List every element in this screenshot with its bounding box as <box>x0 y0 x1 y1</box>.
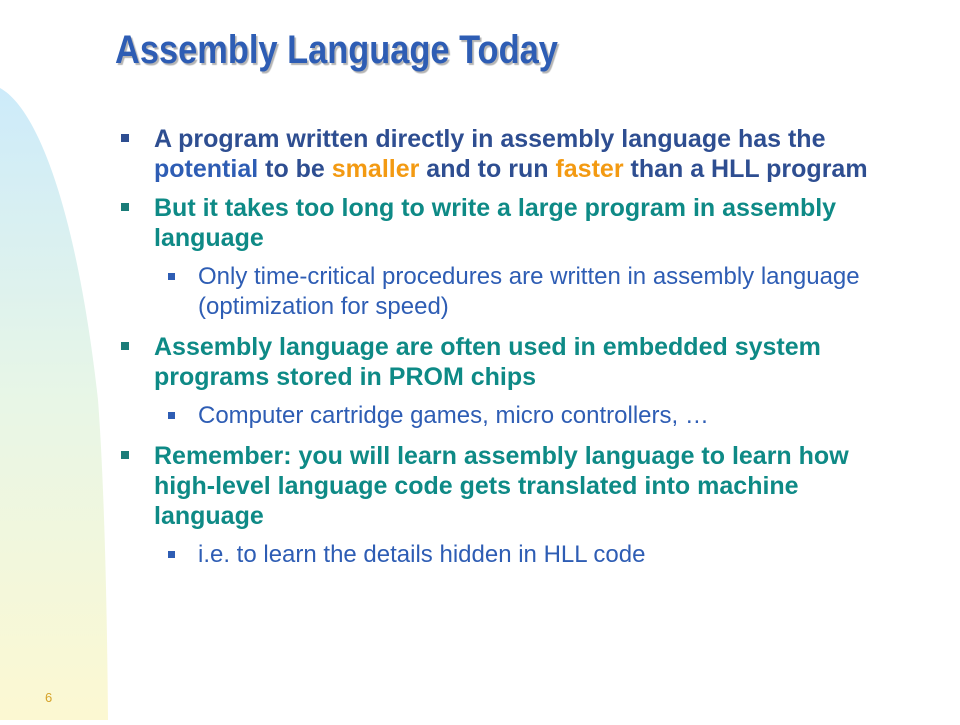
sub-bullet-2-1-text: Only time-critical procedures are written in assembly language (optimization for speed) <box>198 263 860 320</box>
sub-bullet-2-1 <box>118 262 908 322</box>
slide-body <box>118 124 908 580</box>
square-bullet-icon <box>121 134 129 142</box>
decorative-gradient-sidebar <box>0 0 110 720</box>
bullet-3-text: Assembly language are often used in embedded system programs stored in PROM chips <box>154 333 821 391</box>
square-bullet-icon <box>121 203 129 211</box>
sub-bullet-4-1 <box>118 540 908 570</box>
sub-bullet-3-1 <box>118 401 908 431</box>
square-bullet-icon <box>121 342 129 350</box>
sub-bullet-4-1-text: i.e. to learn the details hidden in HLL code <box>198 541 646 568</box>
highlight-faster: faster <box>555 155 624 183</box>
square-bullet-icon <box>168 273 175 280</box>
square-bullet-icon <box>168 551 175 558</box>
bullet-2-text: But it takes too long to write a large program in assembly language <box>154 194 837 252</box>
page-number: 6 <box>45 690 53 705</box>
bullet-4-text: Remember: you will learn assembly language to learn how high-level language code gets translated into machine language <box>154 442 849 530</box>
bullet-4 <box>118 441 908 531</box>
bullet-1-text-b: to be <box>258 155 332 183</box>
square-bullet-icon <box>121 451 129 459</box>
sub-bullet-3-1-text: Computer cartridge games, micro controllers, … <box>198 402 709 429</box>
bullet-2 <box>118 193 908 253</box>
bullet-1-text-d: than a HLL program <box>623 155 868 183</box>
bullet-3 <box>118 332 908 392</box>
bullet-1 <box>118 124 908 184</box>
square-bullet-icon <box>168 412 175 419</box>
slide-title: Assembly Language Today <box>115 28 558 72</box>
highlight-smaller: smaller <box>331 155 420 183</box>
highlight-potential: potential <box>154 155 259 183</box>
bullet-1-text-c: and to run <box>419 155 556 183</box>
bullet-1-text-a: A program written directly in assembly language has the <box>154 125 826 153</box>
